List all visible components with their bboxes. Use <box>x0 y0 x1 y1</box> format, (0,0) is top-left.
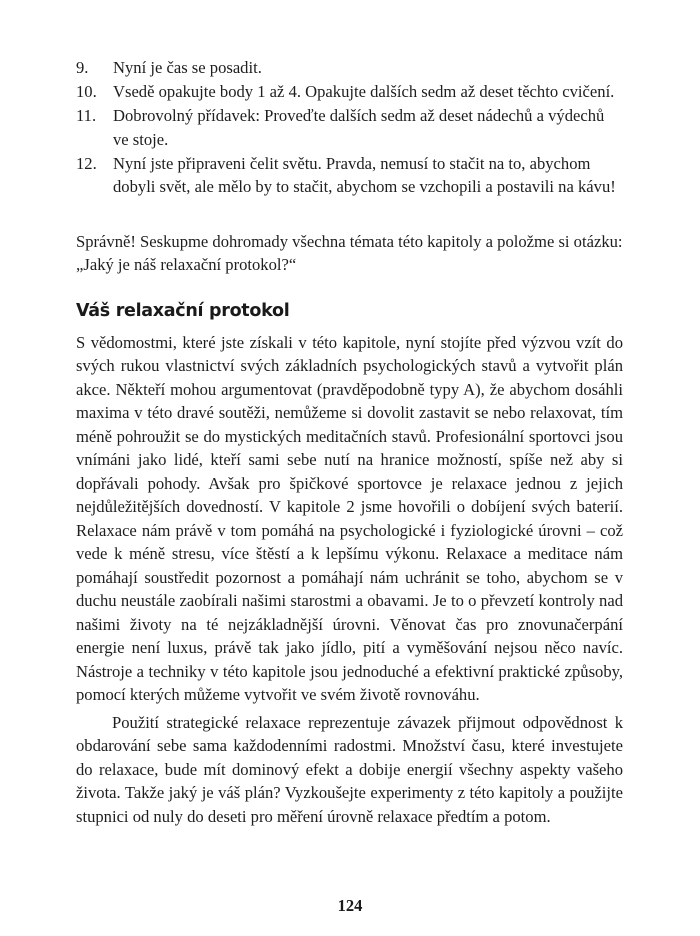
intro-paragraph: Správně! Seskupme dohromady všechna témata této kapitoly a položme si otázku: „Jaký je náš relaxační protokol?“ <box>76 231 623 274</box>
page-content <box>76 56 623 828</box>
list-item <box>76 104 623 151</box>
list-item-number: 9. <box>76 58 89 77</box>
body-paragraph: S vědomostmi, které jste získali v této kapitole, nyní stojíte před výzvou vzít do svých rukou vlastnictví svých základních psychologických stavů a vytvořit plán akce. Někteří mohou argumentovat (pravděpodobně typy A), že abychom dosáhli maxima v této dravé soutěži, nemůžeme si dovolit zastavit se nebo relaxovat, tím méně pohroužit se do mystických meditačních stavů. Profesionální sportovci jsou vnímáni jako lidé, kteří sami sebe nutí na hranice možností, spíše než aby si dopřávali pohody. Avšak pro špičkové sportovce je relaxace jednou z jejich nejdůležitějších dovedností. V kapitole 2 jsme hovořili o dobíjení svých baterií. Relaxace nám právě v tom pomáhá na psychologické i fyziologické úrovni – což vede k méně stresu, více štěstí a k lepšímu výkonu. Relaxace a meditace nám pomáhají soustředit pozornost a pomáhají nám uchránit se toho, abychom se v duchu neustále zaobírali našimi starostmi a obavami. Je to o převzetí kontroly nad našimi životy na té nejzákladnější úrovni. Věnovat čas pro znovunačerpání energie není luxus, právě tak jako jídlo, pití a vyměšování nejsou něco navíc. Nástroje a techniky v této kapitole jsou jednoduché a efektivní praktické způsoby, pomocí kterých můžeme vytvořit ve svém životě rovnováhu. <box>76 332 623 704</box>
list-item-number: 11. <box>76 106 97 125</box>
list-item-text: Nyní jste připraveni čelit světu. Pravda, nemusí to stačit na to, abychom dobyli svět, ale mělo by to stačit, abychom se vzchopili a postavili na kávu! <box>113 153 616 196</box>
list-item <box>76 80 623 104</box>
numbered-list <box>76 56 623 199</box>
list-item-number: 12. <box>76 153 97 173</box>
body-paragraph: Použití strategické relaxace reprezentuje závazek přijmout odpovědnost k obdarování sebe sama každodenními radostmi. Množství času, které investujete do relaxace, bude mít dominový efekt a dobije energií všechny aspekty vašeho života. Takže jaký je váš plán? Vyzkoušejte experimenty z této kapitoly a použijte stupnici od nuly do deseti pro měření úrovně relaxace předtím a potom. <box>76 712 623 826</box>
list-item-text: Nyní je čas se posadit. <box>113 58 262 77</box>
list-item-number: 10. <box>76 82 97 101</box>
section-heading: Váš relaxační protokol <box>76 300 290 321</box>
list-item-text: Dobrovolný přídavek: Proveďte dalších sedm až deset nádechů a výdechů ve stoje. <box>113 106 605 149</box>
list-item <box>76 56 623 80</box>
page-number: 124 <box>337 896 363 915</box>
list-item-text: Vsedě opakujte body 1 až 4. Opakujte dalších sedm až deset těchto cvičení. <box>113 82 615 101</box>
list-item <box>76 152 623 199</box>
